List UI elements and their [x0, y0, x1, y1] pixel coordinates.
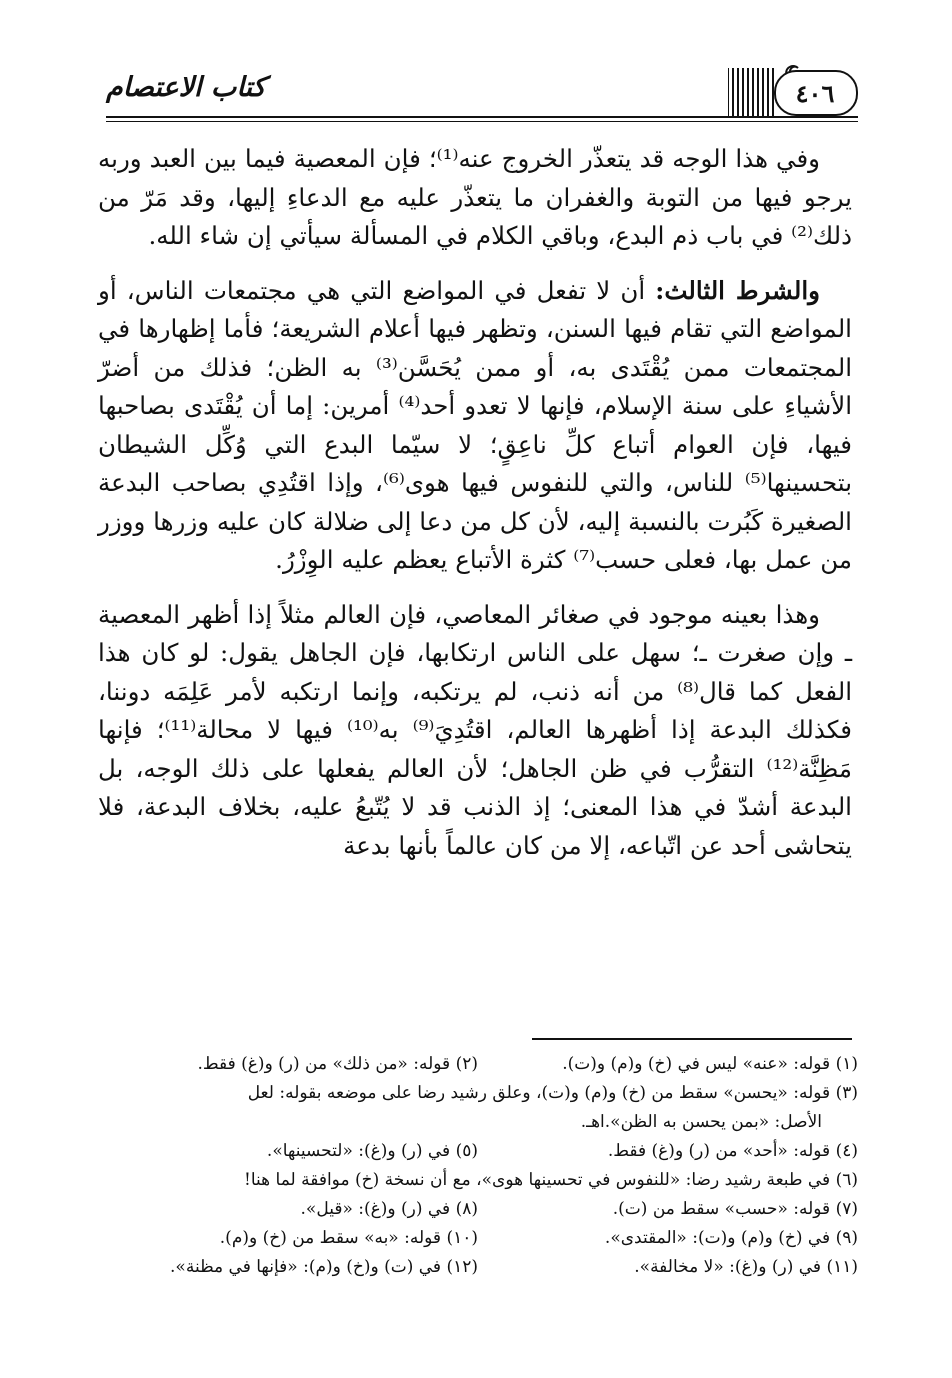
- page-header: [106, 58, 858, 114]
- footnote-row: [98, 1253, 858, 1282]
- footnote: (٤) قوله: «أحد» من (ر) و(غ) فقط.: [607, 1141, 858, 1161]
- main-text: [98, 140, 852, 865]
- footnote: (٣) قوله: «يحسن» سقط من (خ) و(م) و(ت)، وعلق رشيد رضا على موضعه بقوله: لعل: [247, 1083, 858, 1103]
- footnote: (٩) في (خ) و(م) و(ت): «المقتدى».: [604, 1228, 858, 1248]
- decorative-bars: [728, 68, 774, 116]
- footnote-continuation: الأصل: «بمن يحسن به الظن».اهـ.: [580, 1112, 822, 1132]
- footnote: (٥) في (ر) و(غ): «لتحسينها».: [266, 1141, 478, 1161]
- header-rule: [106, 116, 858, 118]
- header-rule-thin: [106, 121, 858, 122]
- footnote: (٢) قوله: «من ذلك» من (ر) و(غ) فقط.: [197, 1054, 478, 1074]
- footnote-row: [98, 1137, 858, 1166]
- book-title: كتاب الاعتصام: [106, 72, 266, 103]
- footnotes: [98, 1050, 858, 1282]
- page-number: ٤٠٦: [795, 79, 835, 108]
- paragraph: [98, 596, 852, 866]
- footnote: (٨) في (ر) و(غ): «قيل».: [300, 1199, 478, 1219]
- paragraph-text: وفي هذا الوجه قد يتعذّر الخروج عنه⁽¹⁾؛ فإن المعصية فيما بين العبد وربه يرجو فيها من التوبة والغفران ما يتعذّر عليه مع الدعاءِ إليها، وقد مَرّ من ذلك⁽²⁾ في باب ذم البدع، وباقي الكلام في المسألة سيأتي إن شاء الله.: [98, 144, 852, 250]
- footnote-row: [98, 1195, 858, 1224]
- page-number-frame: [758, 68, 858, 116]
- footnote-row: [98, 1050, 858, 1079]
- paragraph: [98, 140, 852, 256]
- footnote-separator: [532, 1038, 852, 1040]
- footnote: (٦) في طبعة رشيد رضا: «للنفوس في تحسينها هوى»، مع أن نسخة (خ) موافقة لما هنا!: [244, 1170, 858, 1190]
- paragraph-text: أن لا تفعل في المواضع التي هي مجتمعات الناس، أو المواضع التي تقام فيها السنن، وتظهر فيها أعلام الشريعة؛ فأما إظهارها في المجتمعات ممن يُقْتَدى به، أو ممن يُحَسَّن⁽³⁾ به الظن؛ فذلك من أضرّ الأشياءِ على سنة الإسلام، فإنها لا تعدو أحد⁽⁴⁾ أمرين: إما أن يُقْتَدى بصاحبها فيها، فإن العوام أتباع كلِّ ناعِقٍ؛ لا سيّما البدع التي وُكِّل الشيطان بتحسينها⁽⁵⁾ للناس، والتي للنفوس فيها هوى⁽⁶⁾، وإذا اقتُدِي بصاحب البدعة الصغيرة كَبُرت بالنسبة إليه، لأن كل من دعا إلى ضلالة كان عليه وزرها ووزر من عمل بها، فعلى حسب⁽⁷⁾ كثرة الأتباع يعظم عليه الوِزْرُ.: [98, 275, 853, 574]
- paragraph-text: وهذا بعينه موجود في صغائر المعاصي، فإن العالم مثلاً إذا أظهر المعصية ـ وإن صغرت ـ؛ سهل على الناس ارتكابها، فإن الجاهل يقول: لو كان هذا الفعل كما قال⁽⁸⁾ من أنه ذنب، لم يرتكبه، وإنما ارتكبه لأمر عَلِمَه دوننا، فكذلك البدعة إذا أظهرها العالم، اقتُدِيَ⁽⁹⁾ به⁽¹⁰⁾ فيها لا محالة⁽¹¹⁾؛ فإنها مَظِنَّة⁽¹²⁾ التقرُّب في ظن الجاهل؛ لأن العالم يفعلها على ذلك الوجه، بل البدعة أشدّ في هذا المعنى؛ إذ الذنب قد لا يُتّبعُ عليه، بخلاف البدعة، فلا يتحاشى أحد عن اتّباعه، إلا من كان عالماً بأنها بدعة: [98, 599, 852, 860]
- footnote-row: [98, 1224, 858, 1253]
- paragraph-lead: والشرط الثالث:: [655, 275, 820, 305]
- footnote: (١) قوله: «عنه» ليس في (خ) و(م) و(ت).: [562, 1054, 858, 1074]
- paragraph: [98, 272, 852, 580]
- footnote: (١٢) في (ت) و(خ) و(م): «فإنها في مظنة».: [170, 1257, 478, 1277]
- footnote: (١١) في (ر) و(غ): «لا مخالفة».: [634, 1257, 858, 1277]
- footnote: (٧) قوله: «حسب» سقط من (ت).: [612, 1199, 858, 1219]
- footnote: (١٠) قوله: «به» سقط من (خ) و(م).: [219, 1228, 478, 1248]
